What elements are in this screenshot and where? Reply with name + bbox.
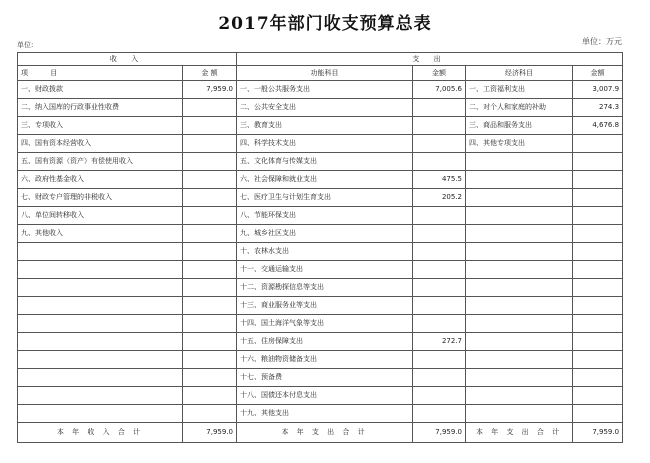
- income-item-cell: 一、财政拨款: [18, 81, 183, 99]
- func-subject-cell: 七、医疗卫生与计划生育支出: [237, 189, 413, 207]
- income-amount-cell: [183, 351, 237, 369]
- func-amount-cell: 272.7: [413, 333, 466, 351]
- econ-amount-cell: [573, 315, 623, 333]
- econ-subject-cell: 一、工资福利支出: [466, 81, 573, 99]
- expense-header: 支 出: [237, 53, 623, 66]
- econ-subject-cell: [466, 315, 573, 333]
- income-amount-cell: [183, 243, 237, 261]
- econ-subject-cell: 四、其他专项支出: [466, 135, 573, 153]
- func-amount-cell: [413, 405, 466, 423]
- func-subject-cell: 十七、预备费: [237, 369, 413, 387]
- econ-total-label: 本 年 支 出 合 计: [466, 423, 573, 443]
- func-amount-cell: [413, 261, 466, 279]
- income-item-cell: [18, 351, 183, 369]
- econ-subject-header: 经济科目: [466, 66, 573, 81]
- func-amount-cell: 475.5: [413, 171, 466, 189]
- econ-subject-cell: [466, 387, 573, 405]
- econ-subject-cell: [466, 405, 573, 423]
- func-subject-cell: 十一、交通运输支出: [237, 261, 413, 279]
- econ-subject-cell: [466, 333, 573, 351]
- func-amount-cell: [413, 135, 466, 153]
- table-row: [18, 369, 623, 387]
- econ-amount-cell: [573, 405, 623, 423]
- econ-total-amount: 7,959.0: [573, 423, 623, 443]
- func-subject-cell: 十六、粮油物资储备支出: [237, 351, 413, 369]
- table-row: [18, 207, 623, 225]
- table-row: [18, 117, 623, 135]
- income-amount-cell: [183, 405, 237, 423]
- item-column-header: 项 目: [18, 66, 183, 81]
- func-total-amount: 7,959.0: [413, 423, 466, 443]
- func-subject-cell: 八、节能环保支出: [237, 207, 413, 225]
- econ-amount-cell: [573, 333, 623, 351]
- econ-amount-cell: 3,007.9: [573, 81, 623, 99]
- func-subject-cell: 二、公共安全支出: [237, 99, 413, 117]
- func-subject-header: 功能科目: [237, 66, 413, 81]
- table-row: [18, 261, 623, 279]
- econ-subject-cell: [466, 279, 573, 297]
- econ-amount-cell: [573, 387, 623, 405]
- income-amount-cell: [183, 189, 237, 207]
- income-amount-cell: [183, 279, 237, 297]
- table-row: [18, 351, 623, 369]
- func-amount-cell: [413, 225, 466, 243]
- table-row: [18, 225, 623, 243]
- func-subject-cell: 一、一般公共服务支出: [237, 81, 413, 99]
- income-amount-cell: [183, 117, 237, 135]
- func-total-label: 本 年 支 出 合 计: [237, 423, 413, 443]
- income-item-cell: [18, 405, 183, 423]
- table-row: [18, 297, 623, 315]
- income-amount-cell: 7,959.0: [183, 81, 237, 99]
- table-row: [18, 279, 623, 297]
- table-row: [18, 315, 623, 333]
- econ-subject-cell: [466, 189, 573, 207]
- econ-subject-cell: [466, 207, 573, 225]
- table-row: [18, 153, 623, 171]
- func-amount-cell: [413, 99, 466, 117]
- income-item-cell: 六、政府性基金收入: [18, 171, 183, 189]
- income-total-label: 本 年 收 入 合 计: [18, 423, 183, 443]
- income-item-cell: [18, 261, 183, 279]
- econ-amount-cell: [573, 207, 623, 225]
- income-amount-cell: [183, 369, 237, 387]
- income-amount-cell: [183, 135, 237, 153]
- income-item-cell: [18, 315, 183, 333]
- func-amount-cell: [413, 117, 466, 135]
- func-subject-cell: 九、城乡社区支出: [237, 225, 413, 243]
- func-subject-cell: 十九、其他支出: [237, 405, 413, 423]
- table-row: [18, 81, 623, 99]
- econ-subject-cell: [466, 243, 573, 261]
- econ-subject-cell: [466, 261, 573, 279]
- econ-amount-cell: [573, 171, 623, 189]
- econ-subject-cell: [466, 351, 573, 369]
- income-amount-header: 金 额: [183, 66, 237, 81]
- table-row: [18, 99, 623, 117]
- func-amount-cell: [413, 369, 466, 387]
- econ-amount-header: 金额: [573, 66, 623, 81]
- econ-amount-cell: 4,676.8: [573, 117, 623, 135]
- income-item-cell: [18, 297, 183, 315]
- econ-amount-cell: [573, 369, 623, 387]
- func-amount-cell: 7,005.6: [413, 81, 466, 99]
- econ-subject-cell: 二、对个人和家庭的补助: [466, 99, 573, 117]
- income-item-cell: 七、财政专户管理的非税收入: [18, 189, 183, 207]
- income-amount-cell: [183, 207, 237, 225]
- func-amount-cell: [413, 297, 466, 315]
- econ-subject-cell: [466, 171, 573, 189]
- income-item-cell: 二、纳入国库的行政事业性收费: [18, 99, 183, 117]
- page-title: 2017年部门收支预算总表: [218, 14, 432, 34]
- income-item-cell: [18, 369, 183, 387]
- econ-subject-cell: 三、商品和服务支出: [466, 117, 573, 135]
- table-row: [18, 243, 623, 261]
- func-amount-cell: [413, 243, 466, 261]
- table-row: [18, 171, 623, 189]
- income-amount-cell: [183, 171, 237, 189]
- econ-amount-cell: [573, 153, 623, 171]
- econ-amount-cell: [573, 279, 623, 297]
- income-total-amount: 7,959.0: [183, 423, 237, 443]
- econ-amount-cell: [573, 189, 623, 207]
- income-amount-cell: [183, 225, 237, 243]
- func-subject-cell: 十、农林水支出: [237, 243, 413, 261]
- income-item-cell: [18, 387, 183, 405]
- income-amount-cell: [183, 153, 237, 171]
- table-row: [18, 405, 623, 423]
- econ-amount-cell: 274.3: [573, 99, 623, 117]
- func-subject-cell: 十八、国债还本付息支出: [237, 387, 413, 405]
- income-item-cell: 五、国有资源（资产）有偿使用收入: [18, 153, 183, 171]
- table-row: [18, 135, 623, 153]
- income-item-cell: 四、国有资本经营收入: [18, 135, 183, 153]
- func-amount-header: 金额: [413, 66, 466, 81]
- econ-amount-cell: [573, 135, 623, 153]
- func-amount-cell: 205.2: [413, 189, 466, 207]
- econ-subject-cell: [466, 369, 573, 387]
- table-row: [18, 387, 623, 405]
- totals-row: [18, 423, 623, 443]
- income-amount-cell: [183, 99, 237, 117]
- func-amount-cell: [413, 387, 466, 405]
- func-subject-cell: 十二、资源勘探信息等支出: [237, 279, 413, 297]
- income-header: 收 入: [18, 53, 237, 66]
- income-item-cell: 八、单位间转移收入: [18, 207, 183, 225]
- econ-amount-cell: [573, 297, 623, 315]
- unit-label-right: 单位：万元: [582, 37, 622, 46]
- econ-subject-cell: [466, 225, 573, 243]
- func-subject-cell: 六、社会保障和就业支出: [237, 171, 413, 189]
- func-amount-cell: [413, 279, 466, 297]
- econ-amount-cell: [573, 243, 623, 261]
- econ-subject-cell: [466, 297, 573, 315]
- income-amount-cell: [183, 333, 237, 351]
- budget-table: [17, 52, 623, 443]
- income-item-cell: 三、专项收入: [18, 117, 183, 135]
- func-subject-cell: 十三、商业服务业等支出: [237, 297, 413, 315]
- header-row-columns: [18, 66, 623, 81]
- header-row-top: [18, 53, 623, 66]
- income-amount-cell: [183, 315, 237, 333]
- func-amount-cell: [413, 153, 466, 171]
- table-row: [18, 189, 623, 207]
- econ-amount-cell: [573, 351, 623, 369]
- table-row: [18, 333, 623, 351]
- func-subject-cell: 十四、国土海洋气象等支出: [237, 315, 413, 333]
- income-item-cell: [18, 333, 183, 351]
- func-amount-cell: [413, 315, 466, 333]
- func-amount-cell: [413, 207, 466, 225]
- income-amount-cell: [183, 261, 237, 279]
- func-subject-cell: 五、文化体育与传媒支出: [237, 153, 413, 171]
- income-item-cell: [18, 279, 183, 297]
- func-amount-cell: [413, 351, 466, 369]
- func-subject-cell: 十五、住房保障支出: [237, 333, 413, 351]
- econ-subject-cell: [466, 153, 573, 171]
- income-amount-cell: [183, 387, 237, 405]
- income-amount-cell: [183, 297, 237, 315]
- econ-amount-cell: [573, 225, 623, 243]
- func-subject-cell: 四、科学技术支出: [237, 135, 413, 153]
- unit-label-left: 单位:: [17, 41, 34, 49]
- income-item-cell: 九、其他收入: [18, 225, 183, 243]
- func-subject-cell: 三、教育支出: [237, 117, 413, 135]
- income-item-cell: [18, 243, 183, 261]
- econ-amount-cell: [573, 261, 623, 279]
